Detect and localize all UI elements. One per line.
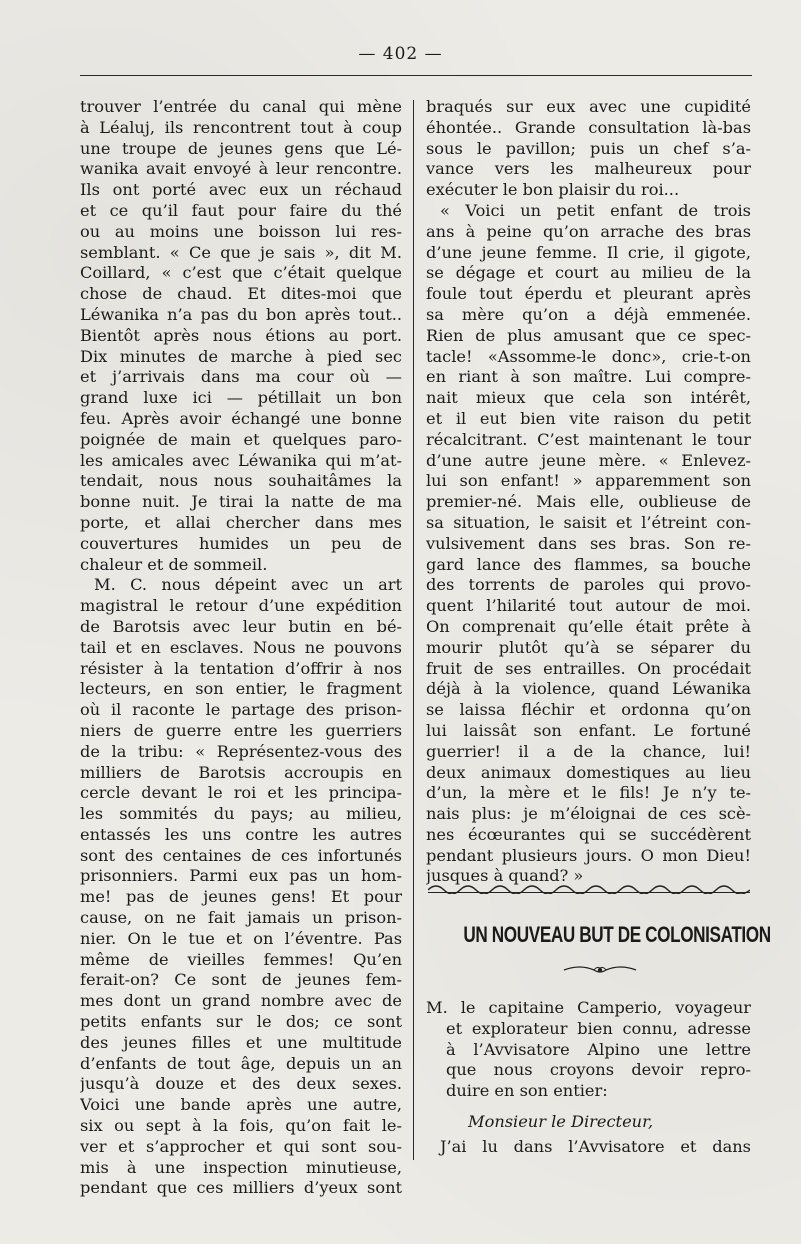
text-line: porte, et allai chercher dans mes [80, 512, 402, 532]
text-line: les sommités du pays; au milieu, [80, 804, 402, 824]
text-line: grand luxe ici — pétillait un bon [80, 388, 402, 408]
text-line: chose de chaud. Et dites-moi que [80, 284, 402, 304]
text-line: On comprenait qu’elle était prête à [426, 616, 751, 636]
text-line: mes dont un grand nombre avec de [80, 991, 402, 1011]
text-line: nes écœurantes qui se succédèrent [426, 824, 751, 844]
text-line: d’un, la mère et le fils! Je n’y te- [426, 783, 751, 803]
text-line: sa situation, le saisit et l’étreint con- [426, 512, 751, 532]
text-line: premier-né. Mais elle, oublieuse de [426, 492, 751, 512]
left-column [80, 97, 402, 1199]
text-line: les amicales avec Léwanika qui m’at- [80, 450, 402, 470]
text-line: d’une jeune femme. Il crie, il gigote, [426, 242, 751, 262]
text-line: lui laissât son enfant. Le fortuné [426, 720, 751, 740]
text-line: gard lance des flammes, sa bouche [426, 554, 751, 574]
text-line: mourir plutôt qu’à se séparer du [426, 637, 751, 657]
text-line: braqués sur eux avec une cupidité [426, 97, 751, 116]
text-line: et j’arrivais dans ma cour où — [80, 367, 402, 387]
text-line: poignée de main et quelques paro- [80, 429, 402, 449]
text-line: fruit de ses entrailles. On procédait [426, 658, 751, 678]
text-line: milliers de Barotsis accroupis en [80, 762, 402, 782]
fleuron-ornament [560, 962, 640, 978]
text-line: me! pas de jeunes gens! Et pour [80, 887, 402, 907]
text-line: se dégage et court au milieu de la [426, 263, 751, 283]
text-line: mis à une inspection minutieuse, [80, 1157, 402, 1177]
text-line: et il eut bien vite raison du petit [426, 408, 751, 428]
text-line: Dix minutes de marche à pied sec [80, 346, 402, 366]
text-line: petits enfants sur le dos; ce sont [80, 1012, 402, 1032]
text-line: lecteurs, en son entier, le fragment [80, 679, 402, 699]
letter-salutation: Monsieur le Directeur, [468, 1111, 654, 1131]
text-line: jusques à quand? » [426, 866, 584, 886]
text-line: entassés les uns contre les autres [80, 824, 402, 844]
text-line: ans à peine qu’on arrache des bras [426, 221, 751, 241]
text-line: bonne nuit. Je tirai la natte de ma [80, 492, 402, 512]
text-line: même de vieilles femmes! Qu’en [80, 949, 402, 969]
text-line: tacle! «Assomme-le donc», crie-t-on [426, 346, 751, 366]
text-line: sa mère qu’on a déjà emmenée. [426, 304, 751, 324]
text-line: trouver l’entrée du canal qui mène [80, 97, 402, 116]
text-line: et ce qu’il faut pour faire du thé [80, 200, 402, 220]
text-line: jusqu’à douze et des deux sexes. [80, 1074, 402, 1094]
text-line: tendait, nous nous souhaitâmes la [80, 471, 402, 491]
text-line: résister à la tentation d’offrir à nos [80, 658, 402, 678]
section-heading: UN NOUVEAU BUT DE COLONISATION [463, 922, 771, 947]
text-line: nais plus: je m’éloignai de ces scè- [426, 804, 751, 824]
text-line: magistral le retour d’une expédition [80, 596, 402, 616]
text-line: M. le capitaine Camperio, voyageur [426, 998, 751, 1017]
text-line: guerrier! il a de la chance, lui! [426, 741, 751, 761]
text-line: cause, on ne fait jamais un prison- [80, 908, 402, 928]
text-line: « Voici un petit enfant de trois [440, 200, 751, 220]
text-line: Rien de plus amusant que ce spec- [426, 325, 751, 345]
text-line: cercle devant le roi et les principa- [80, 783, 402, 803]
text-line: couvertures humides un peu de [80, 533, 402, 553]
text-line: feu. Après avoir échangé une bonne [80, 408, 402, 428]
text-line: Voici une bande après une autre, [80, 1095, 402, 1115]
text-line: J’ai lu dans l’Avvisatore et dans [440, 1136, 751, 1156]
text-line: récalcitrant. C’est maintenant le tour [426, 429, 751, 449]
text-line: éhontée.. Grande consultation là-bas [426, 117, 751, 137]
page-number: — 402 — [358, 44, 443, 64]
right-column [426, 97, 751, 887]
text-line: prisonniers. Parmi eux pas un hom- [80, 866, 402, 886]
text-line: à Léaluj, ils rencontrent tout à coup [80, 117, 402, 137]
text-line: et explorateur bien connu, adresse [446, 1018, 751, 1038]
text-line: que nous croyons devoir repro- [446, 1060, 751, 1080]
text-line: où il raconte le partage des prison- [80, 700, 402, 720]
column-divider [413, 100, 414, 1160]
text-line: deux animaux domestiques au lieu [426, 762, 751, 782]
text-line: nier. On le tue et on l’éventre. Pas [80, 928, 402, 948]
text-line: nait mieux que cela son intérêt, [426, 388, 751, 408]
section-body [426, 998, 751, 1158]
text-line: à l’Avvisatore Alpino une lettre [446, 1039, 751, 1059]
text-line: ou au moins une boisson lui res- [80, 221, 402, 241]
text-line: d’une autre jeune mère. « Enlevez- [426, 450, 751, 470]
text-line: vulsivement dans ses bras. Son re- [426, 533, 751, 553]
text-line: se laissa fléchir et ordonna qu’on [426, 700, 751, 720]
text-line: Coillard, « c’est que c’était quelque [80, 263, 402, 283]
text-line: semblant. « Ce que je sais », dit M. [80, 242, 402, 262]
text-line: déjà à la violence, quand Léwanika [426, 679, 751, 699]
text-line: tail et en esclaves. Nous ne pouvons [80, 637, 402, 657]
text-line: Ils ont porté avec eux un réchaud [80, 180, 402, 200]
text-line: sous le pavillon; puis un chef s’a- [426, 138, 751, 158]
text-line: foule tout éperdu et pleurant après [426, 284, 751, 304]
text-line: Bientôt après nous étions au port. [80, 325, 402, 345]
text-line: lui son enfant! » apparemment son [426, 471, 751, 491]
header-rule [80, 75, 752, 76]
text-line: wanika avait envoyé à leur rencontre. [80, 159, 402, 179]
text-line: une troupe de jeunes gens que Lé- [80, 138, 402, 158]
text-line: exécuter le bon plaisir du roi... [426, 180, 680, 200]
text-line: des jeunes filles et une multitude [80, 1032, 402, 1052]
wavy-rule-ornament [428, 880, 750, 894]
text-line: pendant plusieurs jours. O mon Dieu! [426, 845, 751, 865]
text-line: ver et s’approcher et qui sont sou- [80, 1136, 402, 1156]
text-line: pendant que ces milliers d’yeux sont [80, 1178, 402, 1198]
text-line: duire en son entier: [446, 1081, 608, 1101]
text-line: Léwanika n’a pas du bon après tout.. [80, 304, 402, 324]
text-line: ferait-on? Ce sont de jeunes fem- [80, 970, 402, 990]
text-line: des torrents de paroles qui provo- [426, 575, 751, 595]
text-line: sont des centaines de ces infortunés [80, 845, 402, 865]
text-line: en riant à son maître. Lui compre- [426, 367, 751, 387]
text-line: M. C. nous dépeint avec un art [94, 575, 402, 595]
text-line: six ou sept à la fois, qu’on fait le- [80, 1116, 402, 1136]
text-line: de Barotsis avec leur butin en bé- [80, 616, 402, 636]
text-line: vance vers les malheureux pour [426, 159, 751, 179]
text-line: d’enfants de tout âge, depuis un an [80, 1053, 402, 1073]
text-line: quent l’hilarité tout autour de moi. [426, 596, 751, 616]
text-line: niers de guerre entre les guerriers [80, 720, 402, 740]
text-line: de la tribu: « Représentez-vous des [80, 741, 402, 761]
text-line: chaleur et de sommeil. [80, 554, 268, 574]
